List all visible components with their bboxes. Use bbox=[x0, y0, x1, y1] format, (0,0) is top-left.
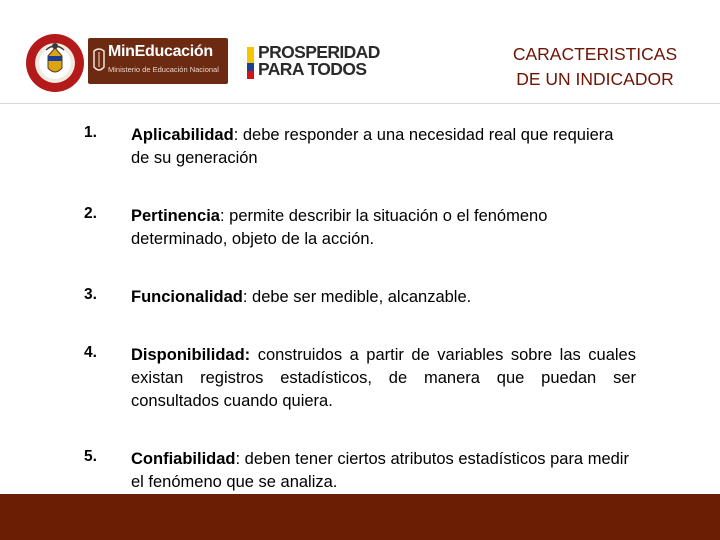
ministry-name: MinEducación bbox=[108, 43, 213, 60]
slogan-logo bbox=[258, 44, 380, 78]
item-text bbox=[131, 344, 636, 413]
item-text bbox=[131, 448, 636, 494]
item-description: : debe responder a una necesidad real que requiera de su generación bbox=[131, 126, 614, 167]
item-text bbox=[131, 205, 636, 251]
colombia-seal-icon bbox=[26, 34, 84, 92]
slide-title-line2: DE UN INDICADOR bbox=[516, 69, 674, 89]
ministry-subtitle: Ministerio de Educación Nacional bbox=[108, 65, 219, 74]
ministry-logo bbox=[22, 32, 227, 90]
colombia-flag-icon bbox=[247, 47, 254, 79]
ministry-box bbox=[88, 38, 228, 84]
item-number: 2. bbox=[84, 205, 97, 222]
item-description: : deben tener ciertos atributos estadísticos para medir el fenómeno que se analiza. bbox=[131, 450, 629, 491]
item-text bbox=[131, 124, 636, 170]
item-term: Confiabilidad bbox=[131, 450, 236, 468]
item-term: Aplicabilidad bbox=[131, 126, 234, 144]
header-divider bbox=[0, 103, 720, 104]
item-number: 3. bbox=[84, 286, 97, 303]
item-number: 1. bbox=[84, 124, 97, 141]
item-description: : permite describir la situación o el fenómeno determinado, objeto de la acción. bbox=[131, 207, 548, 248]
slide-title-line1: CARACTERISTICAS bbox=[512, 44, 678, 64]
footer-bar bbox=[0, 494, 720, 540]
slogan-line1: PROSPERIDAD bbox=[258, 42, 380, 62]
item-description: construidos a partir de variables sobre las cuales existan registros estadísticos, de manera que puedan ser consultados cuando quiera. bbox=[131, 346, 636, 410]
item-number: 5. bbox=[84, 448, 97, 465]
item-term: Funcionalidad bbox=[131, 288, 243, 306]
ministry-emblem-icon bbox=[92, 47, 106, 73]
item-description: : debe ser medible, alcanzable. bbox=[242, 288, 472, 306]
item-number: 4. bbox=[84, 344, 97, 361]
item-term: Pertinencia bbox=[131, 207, 220, 225]
slide-header bbox=[0, 0, 720, 110]
item-term: Disponibilidad: bbox=[131, 346, 251, 364]
item-text bbox=[131, 286, 636, 309]
slide-title bbox=[480, 42, 710, 92]
slogan-line2: PARA TODOS bbox=[258, 59, 367, 79]
